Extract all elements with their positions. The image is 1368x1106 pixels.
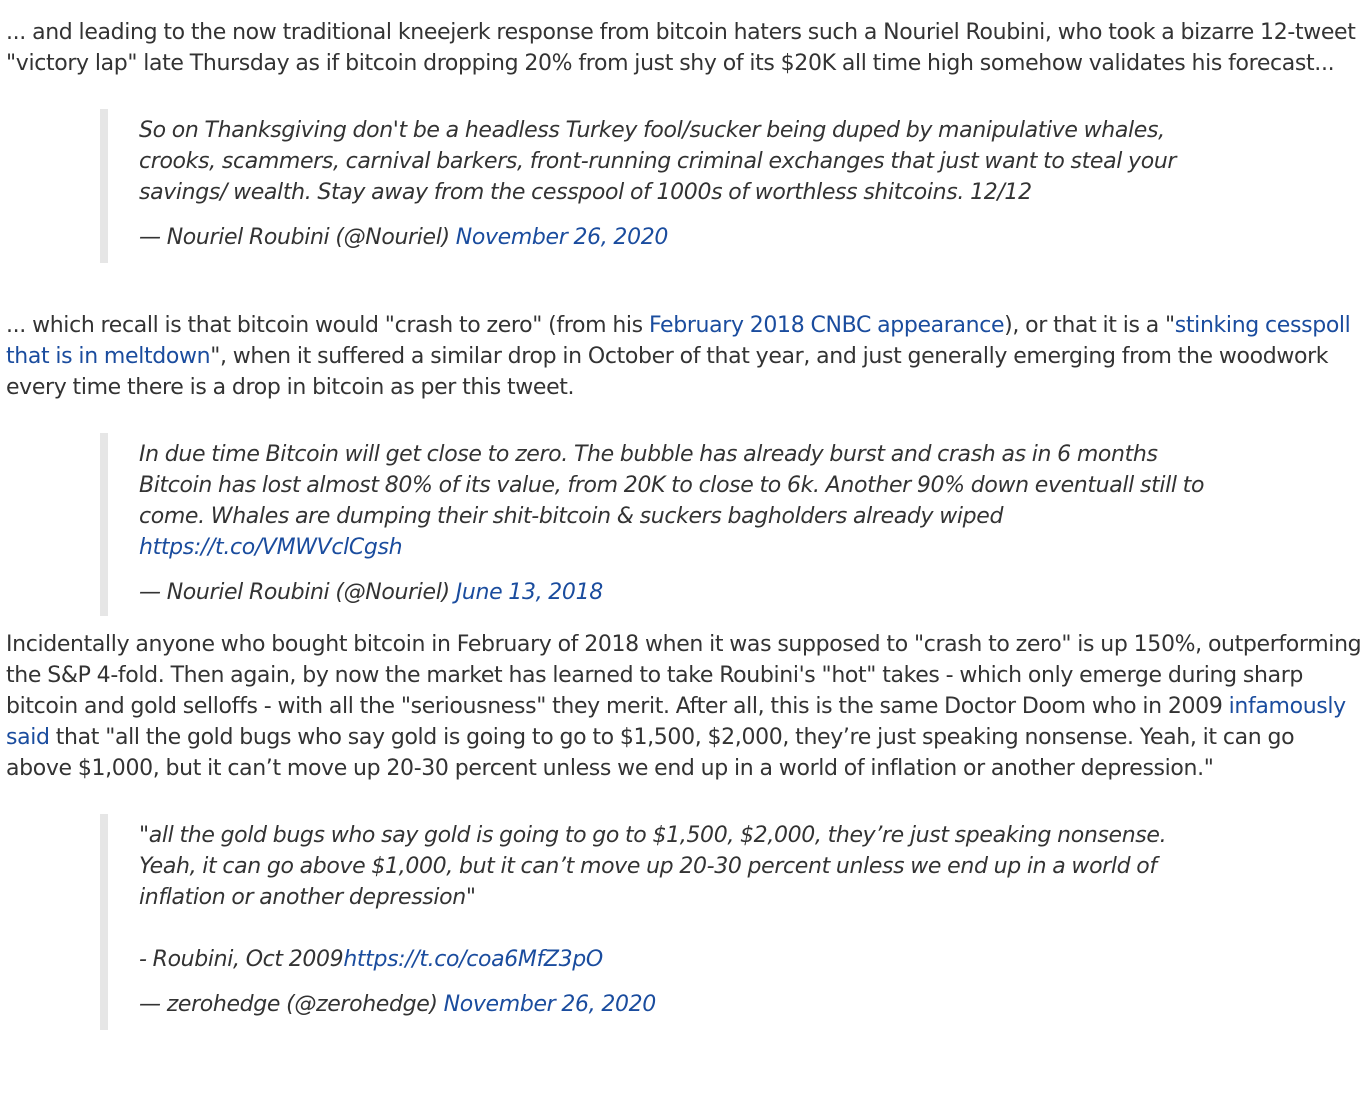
- embedded-tweet-zerohedge: [100, 814, 1229, 1030]
- paragraph-intro-text: ... and leading to the now traditional kneejerk response from bitcoin haters such a Nouriel Roubini, who took a bizarre 12-tweet "victory lap" late Thursday as if bitcoin dropping 20% from just shy of its $20K all time high somehow validates his forecast...: [6, 20, 1356, 76]
- tweet-text: In due time Bitcoin will get close to zero. The bubble has already burst and crash as in 6 months Bitcoin has lost almost 80% of its value, from 20K to close to 6k. Another 90% down eventuall still to come. Whales are dumping their shit-bitcoin & suckers bagholders already wiped https://t.co/VMWVclCgsh: [139, 442, 1205, 560]
- cesspoll-meltdown-link[interactable]: stinking cesspoll that is in meltdown: [6, 313, 1351, 369]
- tweet-attribution: [139, 222, 1229, 253]
- tweet-signoff: - Roubini, Oct 2009https://t.co/coa6MfZ3pO: [139, 947, 603, 972]
- tweet-spacer: [139, 913, 1229, 944]
- paragraph-intro: [6, 0, 1362, 79]
- tweet-date-link[interactable]: June 13, 2018: [455, 580, 603, 605]
- tweet-text: "all the gold bugs who say gold is going to go to $1,500, $2,000, they’re just speaking nonsense. Yeah, it can go above $1,000, but it can’t move up 20-30 percent unless we end up in a world of inflation or another depression": [139, 823, 1167, 910]
- tweet-author: — Nouriel Roubini (@Nouriel): [139, 580, 456, 605]
- infamously-said-link[interactable]: infamously said: [6, 694, 1346, 750]
- cnbc-appearance-link[interactable]: February 2018 CNBC appearance: [648, 313, 1005, 338]
- embedded-tweet-roubini-2018: [100, 433, 1229, 616]
- embedded-tweet-roubini-thanksgiving: [100, 109, 1229, 263]
- paragraph-crash-to-zero: ... which recall is that bitcoin would "crash to zero" (from his February 2018 CNBC appearance), or that it is a "stinking cesspoll that is in meltdown", when it suffered a similar drop in October of that year, and just generally emerging from the woodwork every time there is a drop in bitcoin as per this tweet.: [6, 313, 1351, 400]
- tweet-date-link[interactable]: November 26, 2020: [455, 225, 669, 250]
- tweet-author: — Nouriel Roubini (@Nouriel): [139, 225, 456, 250]
- tweet-author: — zerohedge (@zerohedge): [139, 992, 444, 1017]
- tweet-media-link[interactable]: https://t.co/VMWVclCgsh: [139, 535, 403, 560]
- tweet-attribution: [139, 577, 1229, 608]
- paragraph-doctor-doom: Incidentally anyone who bought bitcoin in February of 2018 when it was supposed to "crash to zero" is up 150%, outperforming the S&P 4-fold. Then again, by now the market has learned to take Roubini's "hot" takes - which only emerge during sharp bitcoin and gold selloffs - with all the "seriousness" they merit. After all, this is the same Doctor Doom who in 2009 infamously said that "all the gold bugs who say gold is going to go to $1,500, $2,000, they’re just speaking nonsense. Yeah, it can go above $1,000, but it can’t move up 20-30 percent unless we end up in a world of inflation or another depression.": [6, 632, 1362, 781]
- tweet-attribution: [139, 989, 1229, 1020]
- tweet-media-link[interactable]: https://t.co/coa6MfZ3pO: [343, 947, 603, 972]
- tweet-date-link[interactable]: November 26, 2020: [443, 992, 656, 1017]
- tweet-text: So on Thanksgiving don't be a headless Turkey fool/sucker being duped by manipulative whales, crooks, scammers, carnival barkers, front-running criminal exchanges that just want to steal your savings/ wealth. Stay away from the cesspool of 1000s of worthless shitcoins. 12/12: [139, 118, 1177, 205]
